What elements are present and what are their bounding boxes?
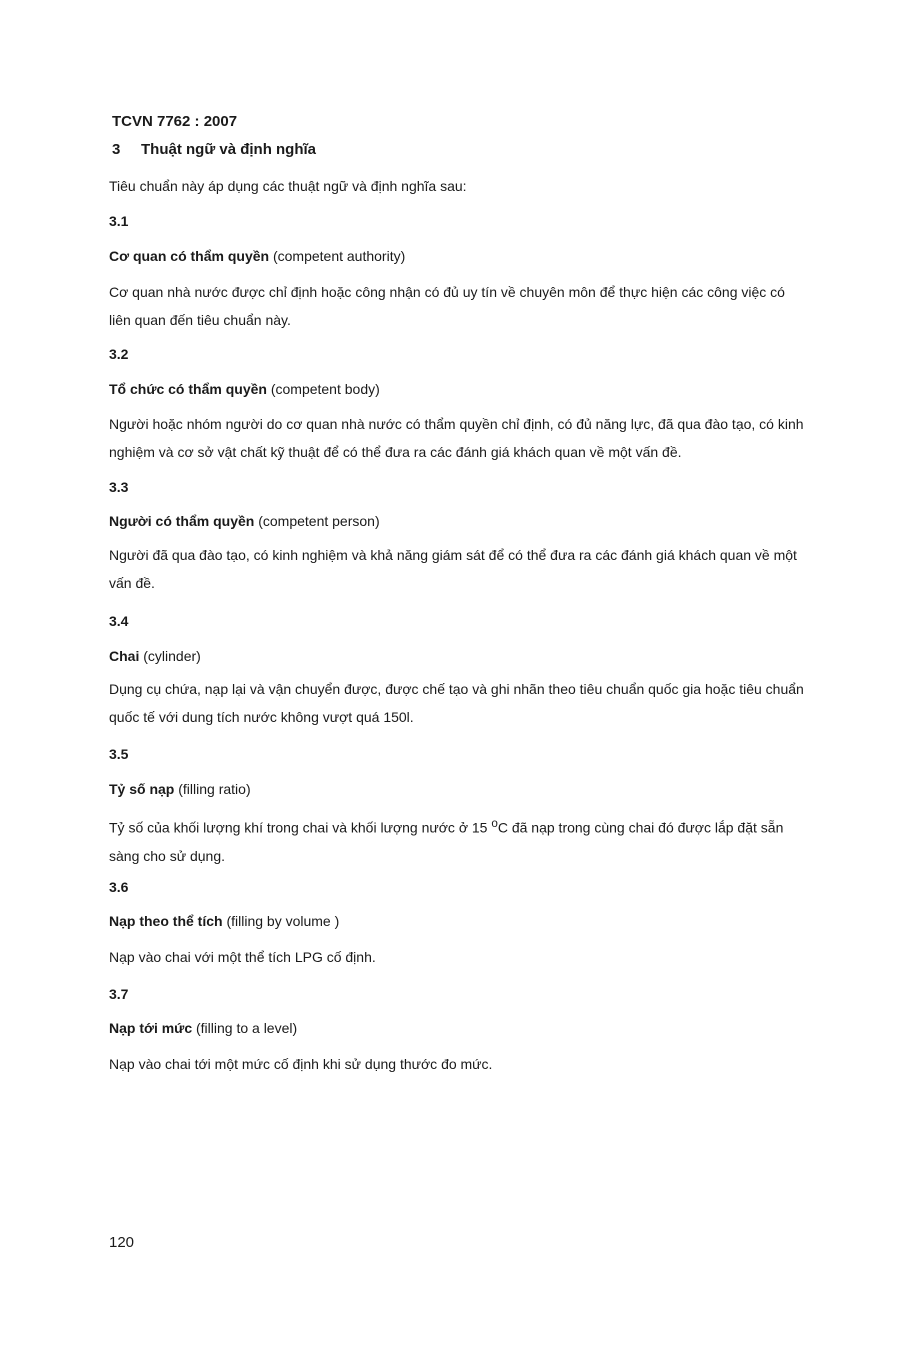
term-heading (109, 248, 405, 264)
term-name: Tổ chức có thẩm quyền (109, 381, 267, 397)
section-number: 3 (112, 141, 121, 158)
term-number: 3.7 (109, 986, 129, 1002)
term-definition: Người hoặc nhóm người do cơ quan nhà nước có thẩm quyền chỉ định, có đủ năng lực, đã qua đào tạo, có kinh nghiệm và cơ sở vật chất kỹ thuật để có thể đưa ra các đánh giá khách quan về một vấn đề. (109, 416, 804, 460)
term-definition: Nạp vào chai tới một mức cố định khi sử dụng thước đo mức. (109, 1056, 493, 1072)
term-definition: Nạp vào chai với một thể tích LPG cố định. (109, 949, 376, 965)
term-number: 3.4 (109, 613, 129, 629)
term-heading (109, 1020, 297, 1036)
degree-superscript: o (491, 817, 498, 830)
standard-header: TCVN 7762 : 2007 (112, 113, 238, 130)
term-heading (109, 381, 380, 397)
page-number: 120 (109, 1234, 135, 1251)
term-number: 3.3 (109, 479, 129, 495)
term-definition: Dụng cụ chứa, nạp lại và vận chuyển được, được chế tạo và ghi nhãn theo tiêu chuẩn quốc gia hoặc tiêu chuẩn quốc tế với dung tích nước không vượt quá 150l. (109, 681, 804, 725)
term-english: (competent authority) (272, 248, 406, 264)
term-name: Nạp tới mức (109, 1020, 193, 1036)
term-number: 3.2 (109, 346, 129, 362)
intro-paragraph: Tiêu chuẩn này áp dụng các thuật ngữ và định nghĩa sau: (109, 178, 467, 194)
term-number: 3.1 (109, 213, 129, 229)
term-heading (109, 648, 201, 664)
term-english: (cylinder) (143, 648, 201, 664)
term-english: (filling ratio) (178, 781, 251, 797)
term-name: Tỷ số nạp (109, 781, 175, 797)
term-english: (filling to a level) (196, 1020, 298, 1036)
term-definition: Cơ quan nhà nước được chỉ định hoặc công nhận có đủ uy tín về chuyên môn để thực hiện các công việc có liên quan đến tiêu chuẩn này. (109, 284, 785, 328)
term-name: Cơ quan có thẩm quyền (109, 248, 270, 264)
term-number: 3.6 (109, 879, 129, 895)
term-definition: Tỷ số của khối lượng khí trong chai và khối lượng nước ở 15 $^o$C đã nạp trong cùng chai đó được lắp đặt sẵn sàng cho sử dụng. (109, 817, 784, 864)
term-english: (competent body) (270, 381, 380, 397)
term-english: (filling by volume ) (226, 913, 340, 929)
section-title: Thuật ngữ và định nghĩa (141, 141, 317, 158)
term-english: (competent person) (258, 513, 380, 529)
term-definition: Người đã qua đào tạo, có kinh nghiệm và khả năng giám sát để có thể đưa ra các đánh giá khách quan về một vấn đề. (109, 547, 797, 591)
term-heading (109, 913, 339, 929)
term-heading (109, 781, 251, 797)
term-number: 3.5 (109, 746, 129, 762)
term-name: Người có thẩm quyền (109, 513, 255, 529)
term-name: Nạp theo thể tích (109, 913, 223, 929)
term-name: Chai (109, 648, 140, 664)
term-heading (109, 513, 380, 529)
